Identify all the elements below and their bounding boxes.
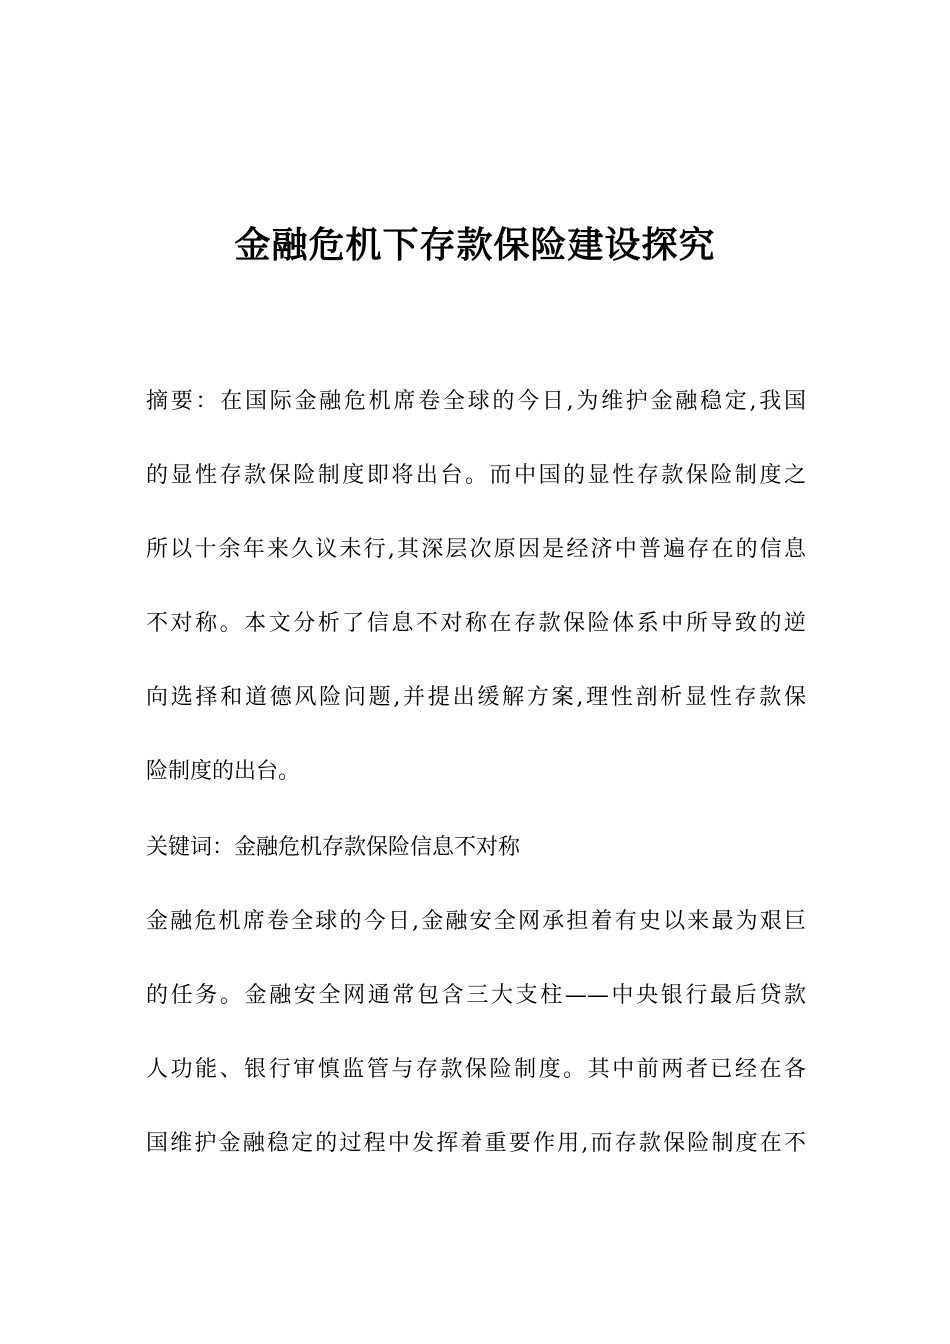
body-line: 人功能、银行审慎监管与存款保险制度。其中前两者已经在各 bbox=[146, 1057, 806, 1082]
abstract-line: 向选择和道德风险问题,并提出缓解方案,理性剖析显性存款保 bbox=[146, 685, 806, 710]
abstract-line: 不对称。本文分析了信息不对称在存款保险体系中所导致的逆 bbox=[146, 611, 806, 636]
keywords-line: 关键词：金融危机存款保险信息不对称 bbox=[146, 835, 521, 860]
body-line: 国维护金融稳定的过程中发挥着重要作用,而存款保险制度在不 bbox=[146, 1131, 806, 1156]
abstract-line: 摘要：在国际金融危机席卷全球的今日,为维护金融稳定,我国 bbox=[146, 389, 806, 414]
document-title: 金融危机下存款保险建设探究 bbox=[234, 225, 716, 266]
abstract-line: 险制度的出台。 bbox=[146, 759, 301, 784]
body-line: 金融危机席卷全球的今日,金融安全网承担着有史以来最为艰巨 bbox=[146, 909, 806, 934]
abstract-line: 所以十余年来久议未行,其深层次原因是经济中普遍存在的信息 bbox=[146, 537, 806, 562]
body-line: 的任务。金融安全网通常包含三大支柱——中央银行最后贷款 bbox=[146, 983, 806, 1008]
abstract-line: 的显性存款保险制度即将出台。而中国的显性存款保险制度之 bbox=[146, 463, 806, 488]
